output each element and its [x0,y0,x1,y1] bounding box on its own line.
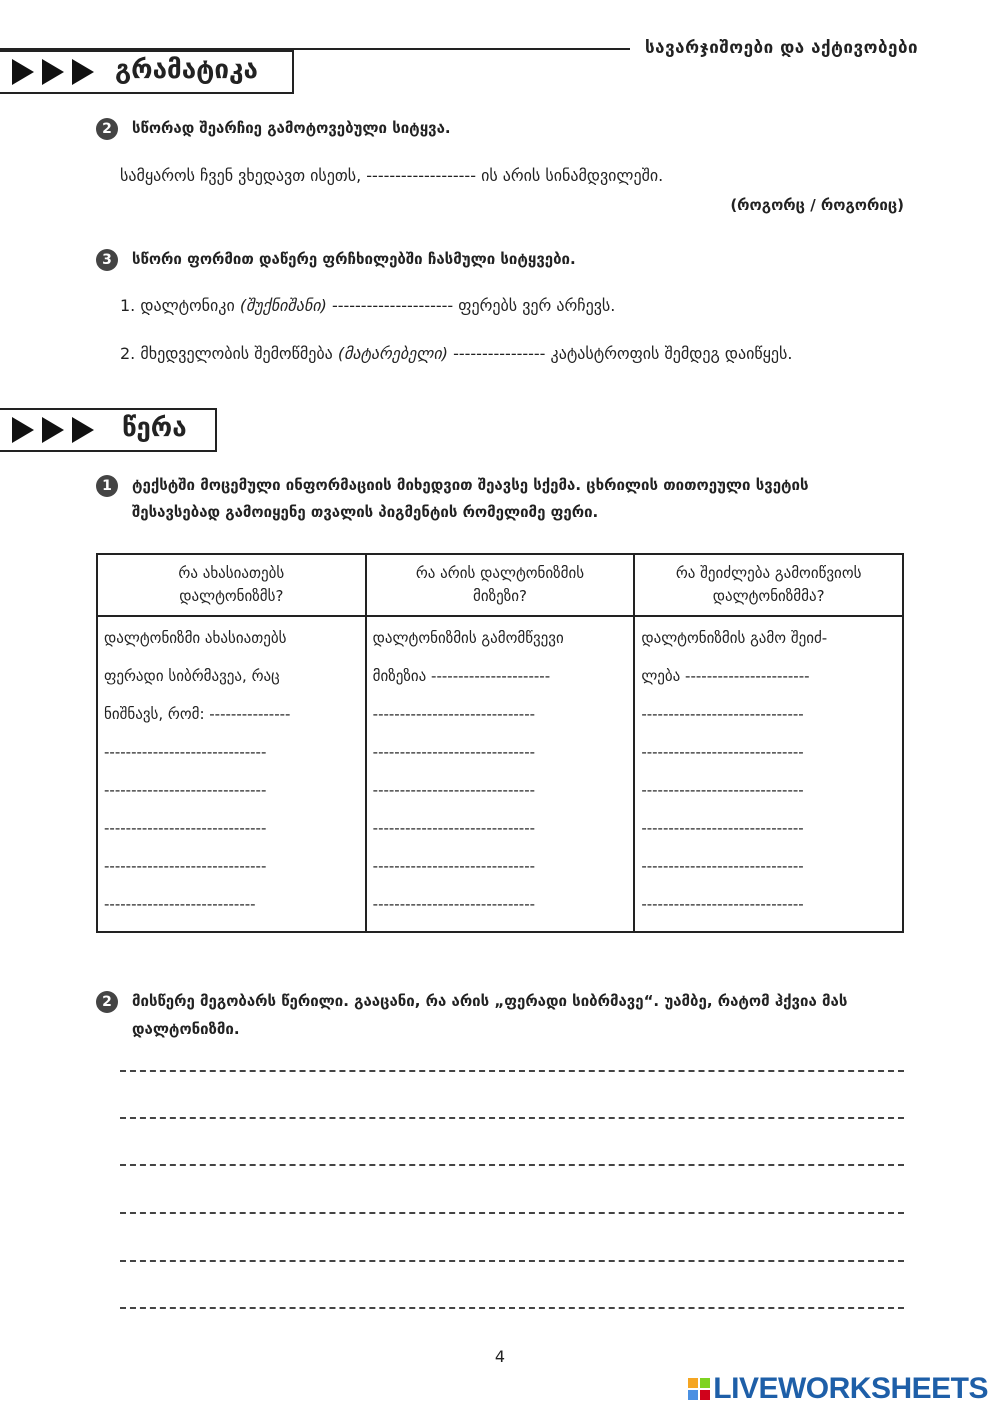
header-text: რა ახასიათებს [178,564,285,582]
answer-cell[interactable] [366,616,635,932]
brand-text: LIVEWORKSHEETS [713,1372,988,1405]
item-word: (მატარებელი) [337,344,448,363]
writing-line[interactable] [120,1070,904,1072]
cell-line: ------------------------------ [641,857,804,875]
cell-line: ნიშნავს, რომ: --------------- [104,705,291,723]
header-text: დალტონიზმმა? [712,587,825,605]
page-number: 4 [494,1347,506,1366]
task-instruction-line: მისწერე მეგობარს წერილი. გააცანი, რა არის „ფერადი სიბრმავე“. უამბე, რატომ ჰქვია მას [132,992,848,1010]
header-text: დალტონიზმს? [179,587,284,605]
header-title: სავარჯიშოები და აქტივობები [645,38,919,58]
table-header-cell [366,554,635,616]
cell-line: ლება ----------------------- [641,667,810,685]
sentence-end: ის არის სინამდვილეში. [481,166,664,185]
cell-line: ------------------------------ [104,857,267,875]
header-text: მიზეზი? [473,587,527,605]
scheme-table [96,553,904,933]
exercise-item [120,296,615,315]
cell-line: ------------------------------ [641,781,804,799]
task-number-badge: 2 [96,118,118,140]
cell-line: ------------------------------ [372,857,536,875]
answer-cell[interactable] [97,616,366,932]
task-instruction: სწორად შეარჩიე გამოტოვებული სიტყვა. [132,119,451,137]
cell-line: ------------------------------ [641,743,804,761]
writing-line[interactable] [120,1212,904,1214]
cell-line: ფერადი სიბრმავეა, რაც [104,667,280,685]
sentence-line [120,166,663,185]
writing-line[interactable] [120,1260,904,1262]
cell-line: ------------------------------ [372,895,536,913]
answer-cell[interactable] [634,616,903,932]
item-prefix: 2. მხედველობის შემოწმება [120,344,333,363]
table-header-row [97,554,903,616]
cell-line: დალტონიზმის გამო შეიძ- [641,629,828,647]
task-instruction-line: ტექსტში მოცემული ინფორმაციის მიხედვით შეავსე სქემა. ცხრილის თითოეული სვეტის [132,476,809,494]
cell-line: ------------------------------ [104,743,267,761]
cell-line: დალტონიზმი ახასიათებს [104,629,287,647]
writing-line[interactable] [120,1117,904,1119]
cell-line: ------------------------------ [104,781,267,799]
task-number-badge: 1 [96,475,118,497]
table-header-cell [634,554,903,616]
cell-line: ------------------------------ [104,819,267,837]
item-word: (შუქნიშანი) [239,296,327,315]
cell-line: ------------------------------ [372,781,536,799]
liveworksheets-brand[interactable] [688,1372,988,1406]
triple-arrow-icon [12,59,98,85]
exercise-item [120,344,792,363]
header-text: რა შეიძლება გამოიწვიოს [675,564,862,582]
writing-line[interactable] [120,1164,904,1166]
task-instruction-line: დალტონიზმი. [132,1020,240,1038]
word-options: (როგორც / როგორიც) [730,196,904,214]
cell-line: ---------------------------- [104,895,256,913]
sentence-start: სამყაროს ჩვენ ვხედავთ ისეთს, [120,166,362,185]
cell-line: ------------------------------ [372,705,536,723]
item-prefix: 1. დალტონიკი [120,296,235,315]
cell-line: ------------------------------ [372,819,536,837]
item-suffix: კატასტროფის შემდეგ დაიწყეს. [550,344,793,363]
cell-line: დალტონიზმის გამომწვევი [372,629,564,647]
task-instruction-line: შესავსებად გამოიყენე თვალის პიგმენტის რომელიმე ფერი. [132,503,599,521]
task-number-badge: 3 [96,249,118,271]
writing-section-header [0,408,217,452]
answer-blank[interactable]: ------------------- [366,166,476,185]
cell-line: ------------------------------ [372,743,536,761]
table-header-cell [97,554,366,616]
cell-line: მიზეზია ---------------------- [372,667,551,685]
grammar-section-title: გრამატიკა [115,55,258,85]
table-body-row [97,616,903,932]
writing-section-title: წერა [122,413,187,443]
cell-line: ------------------------------ [641,895,804,913]
task-number-badge: 2 [96,991,118,1013]
liveworksheets-logo-icon [688,1378,710,1400]
item-suffix: ფერებს ვერ არჩევს. [458,296,616,315]
cell-line: ------------------------------ [641,819,804,837]
writing-line[interactable] [120,1307,904,1309]
answer-blank[interactable]: ---------------- [453,344,546,363]
cell-line: ------------------------------ [641,705,804,723]
grammar-section-header [0,50,294,94]
header-text: რა არის დალტონიზმის [415,564,585,582]
triple-arrow-icon [12,417,98,443]
answer-blank[interactable]: --------------------- [331,296,454,315]
task-instruction: სწორი ფორმით დაწერე ფრჩხილებში ჩასმული სიტყვები. [132,250,576,268]
